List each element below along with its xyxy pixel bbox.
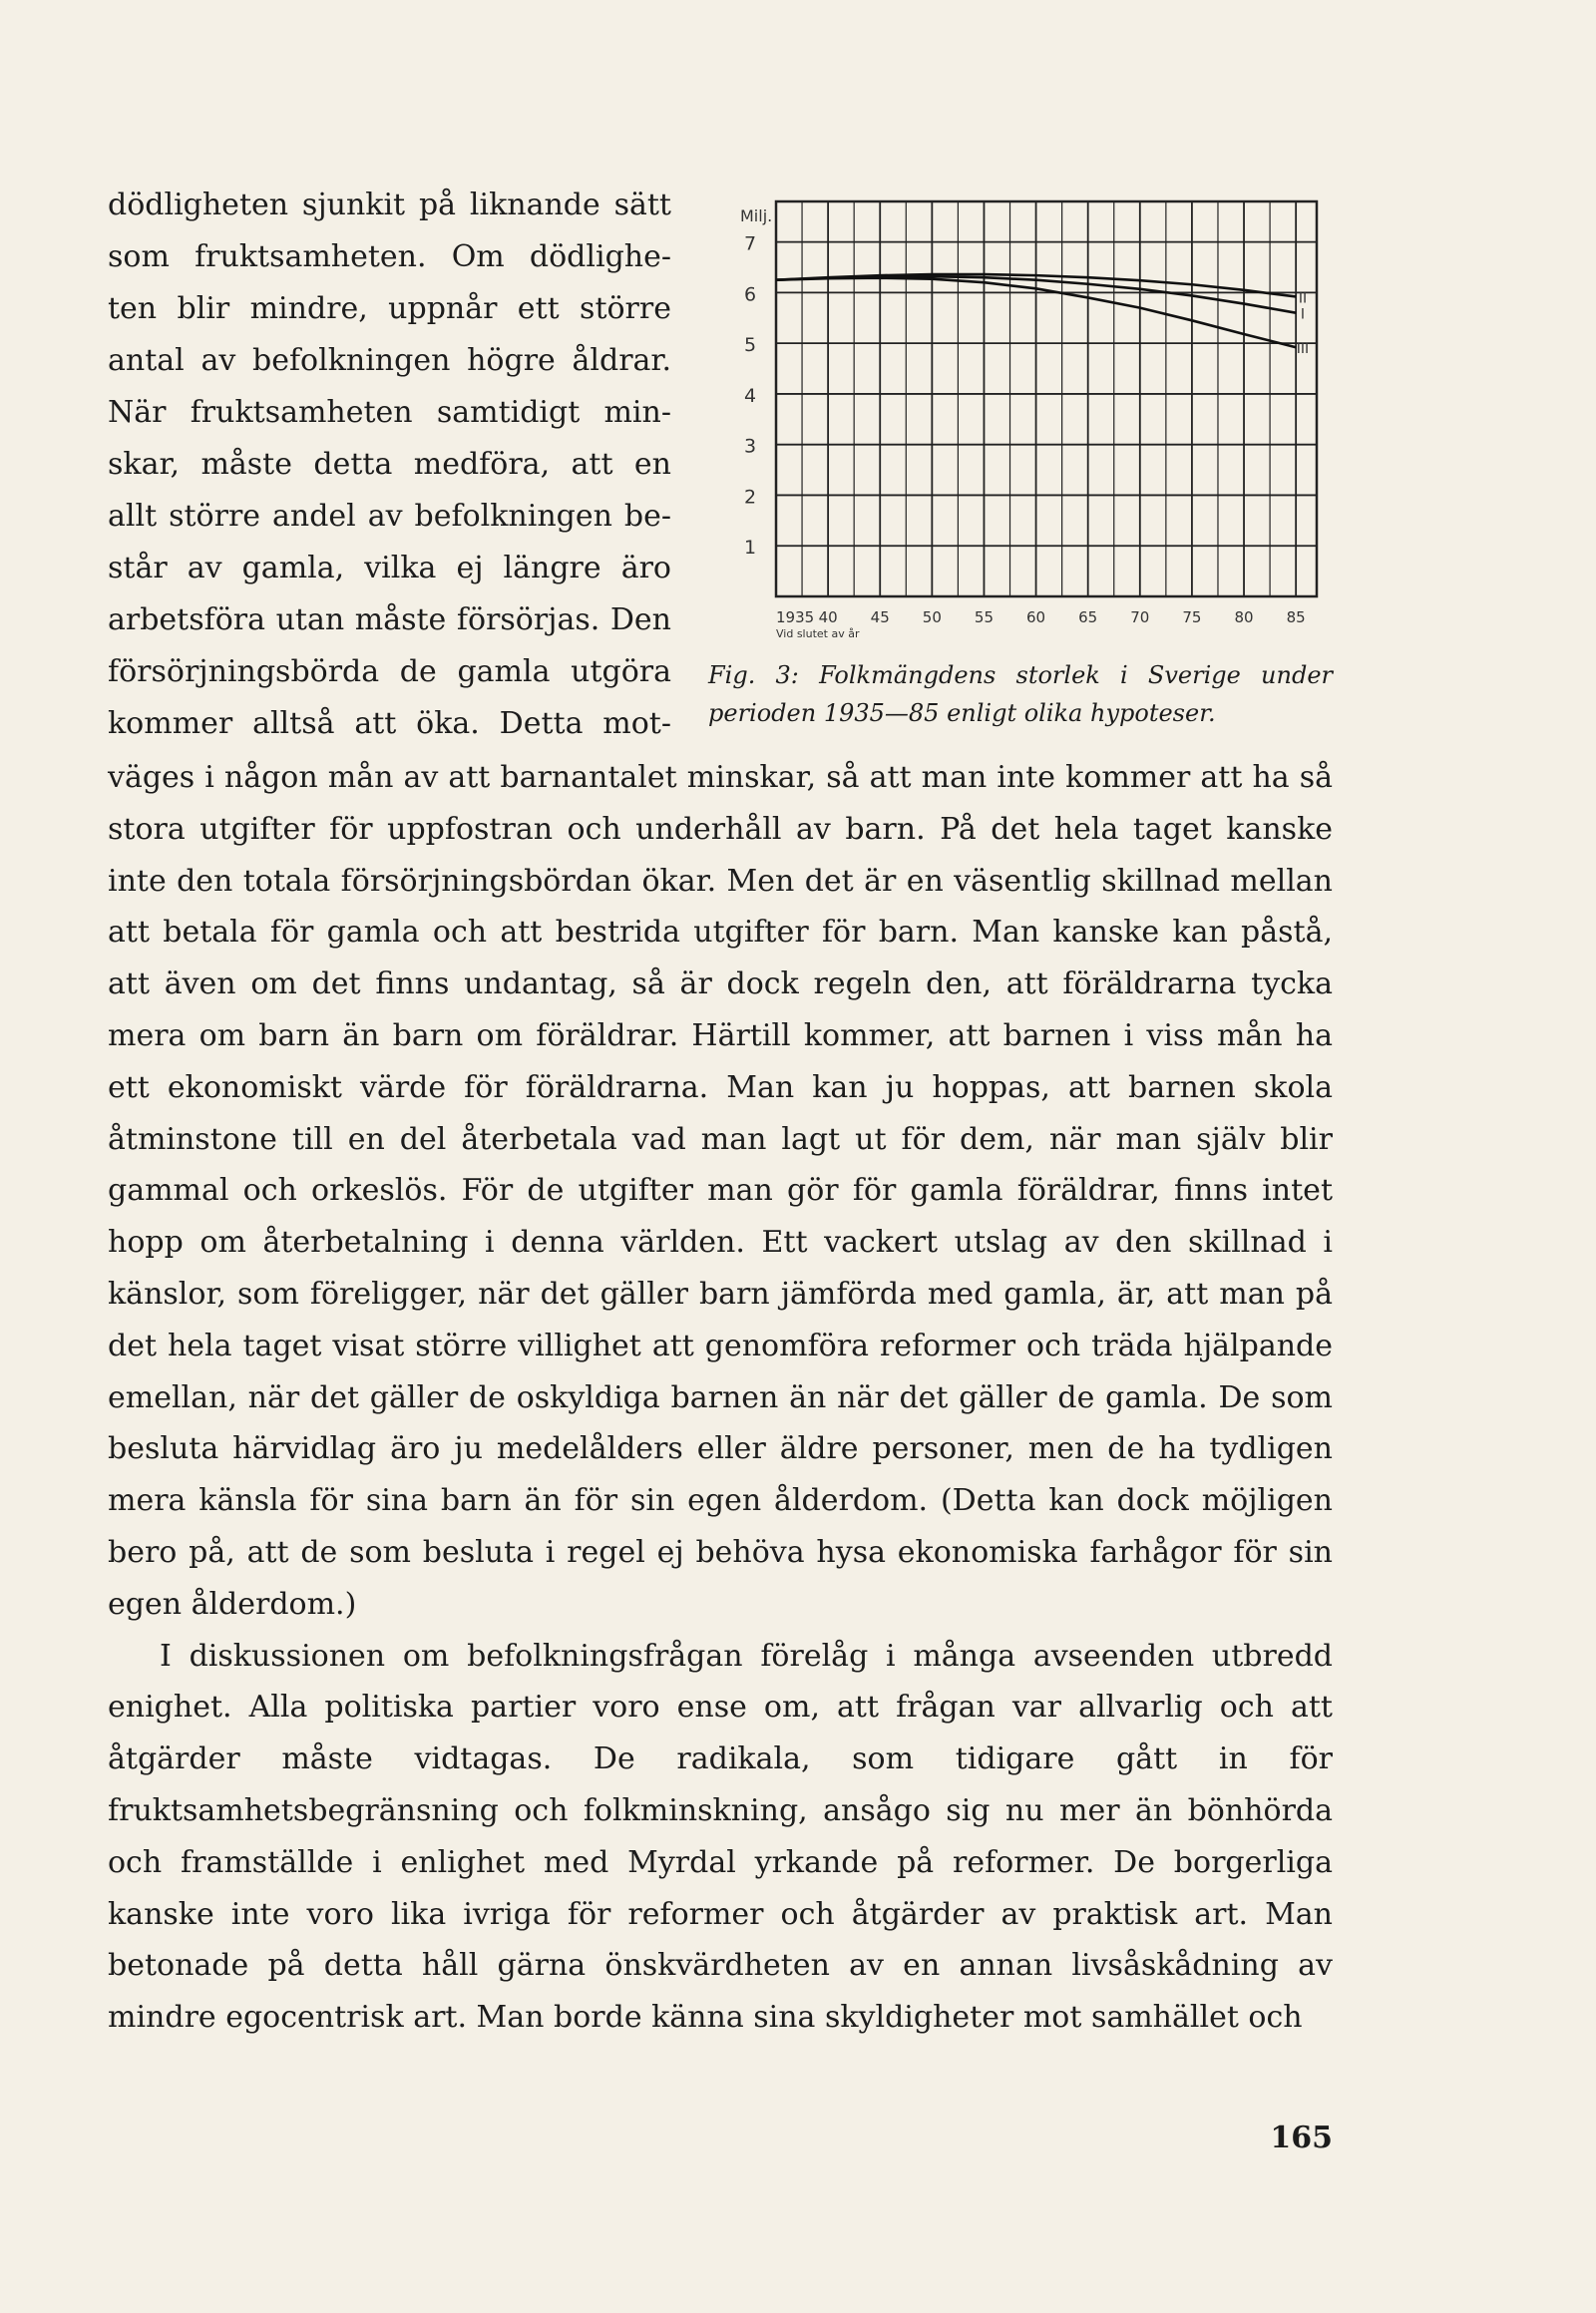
text-line: När fruktsamheten samtidigt min- (108, 395, 671, 430)
population-chart (706, 195, 1335, 654)
text-line: skar, måste detta medföra, att en (108, 447, 671, 482)
x-tick-label: 70 (1130, 608, 1150, 626)
x-tick-label: 50 (922, 608, 942, 626)
body-text (108, 752, 1333, 2044)
population-figure (706, 195, 1335, 734)
y-tick-label: 4 (743, 384, 757, 407)
series-label: I (1300, 306, 1306, 323)
x-tick-label: 45 (870, 608, 890, 626)
y-tick-label: 2 (743, 486, 757, 509)
series-label: III (1296, 341, 1310, 358)
text-line: som fruktsamheten. Om dödlighe- (108, 239, 671, 274)
text-line: dödligheten sjunkit på liknande sätt (108, 188, 671, 222)
column-text (108, 180, 671, 750)
x-tick-label: 55 (974, 608, 995, 626)
x-tick-label: 85 (1286, 608, 1306, 626)
y-tick-label: 1 (743, 537, 757, 560)
x-tick-label: 65 (1078, 608, 1098, 626)
y-tick-label: 6 (743, 283, 757, 306)
y-tick-label: 3 (743, 435, 757, 458)
y-axis-label: Milj. (740, 206, 773, 225)
x-tick-label: 1935 (776, 608, 815, 626)
paragraph: I diskussionen om befolkningsfrågan förelåg i många avseenden utbredd enighet. Alla politiska partier voro ense om, att frågan var allvarlig och att åtgärder måste vidtagas. De radikala, som tidigare gått in för fruktsamhetsbegränsning och folkminskning, ansågo sig nu mer än bönhörda och framställde i enlighet med Myrdal yrkande på reformer. De borgerliga kanske inte voro lika ivriga för reformer och åtgärder av praktisk art. Man betonade på detta håll gärna önskvärdheten av en annan livsåskådning av mindre egocentrisk art. Man borde känna sina skyldigheter mot samhället och (108, 1638, 1333, 2036)
y-tick-label: 7 (743, 232, 757, 255)
text-line: ten blir mindre, uppnår ett större (108, 291, 671, 326)
series-label: II (1298, 290, 1308, 307)
text-line: allt större andel av befolkningen be- (108, 499, 671, 534)
text-line: står av gamla, vilka ej längre äro (108, 551, 671, 585)
x-tick-label: 60 (1026, 608, 1046, 626)
y-tick-label: 5 (743, 334, 757, 357)
page-number: 165 (1270, 2120, 1333, 2155)
figure-caption: Fig. 3: Folkmängdens storlek i Sverige under perioden 1935—85 enligt olika hypoteser. (708, 661, 1333, 727)
x-tick-label: 80 (1234, 608, 1254, 626)
text-line: arbetsföra utan måste försörjas. Den (108, 602, 671, 637)
text-line: försörjningsbörda de gamla utgöra (108, 654, 671, 689)
text-line: antal av befolkningen högre åldrar. (108, 343, 671, 378)
x-tick-label: 40 (818, 608, 838, 626)
x-tick-label: 75 (1182, 608, 1202, 626)
text-line: kommer alltså att öka. Detta mot- (108, 706, 671, 741)
plot-frame (776, 201, 1317, 596)
paragraph: väges i någon mån av att barnantalet minskar, så att man inte kommer att ha så stora utgifter för uppfostran och underhåll av barn. På det hela taget kanske inte den totala försörjningsbördan ökar. Men det är en väsentlig skillnad mellan att betala för gamla och att bestrida utgifter för barn. Man kanske kan påstå, att även om det finns undantag, så är dock regeln den, att föräldrarna tycka mera om barn än barn om föräldrar. Härtill kommer, att barnen i viss mån ha ett ekonomiskt värde för föräldrarna. Man kan ju hoppas, att barnen skola åtminstone till en del återbetala vad man lagt ut för dem, när man själv blir gammal och orkeslös. För de utgifter man gör för gamla föräldrar, finns intet hopp om återbetalning i denna världen. Ett vackert utslag av den skillnad i känslor, som föreligger, när det gäller barn jämförda med gamla, är, att man på det hela taget visat större villighet att genomföra reformer och träda hjälpande emellan, när det gäller de oskyldiga barnen än när det gäller de gamla. De som besluta härvidlag äro ju medelålders eller äldre personer, men de ha tydligen mera känsla för sina barn än för sin egen ålderdom. (Detta kan dock möjligen bero på, att de som besluta i regel ej behöva hysa ekonomiska farhågor för sin egen ålderdom.) (108, 760, 1333, 1622)
x-axis-label: Vid slutet av år (776, 627, 860, 640)
